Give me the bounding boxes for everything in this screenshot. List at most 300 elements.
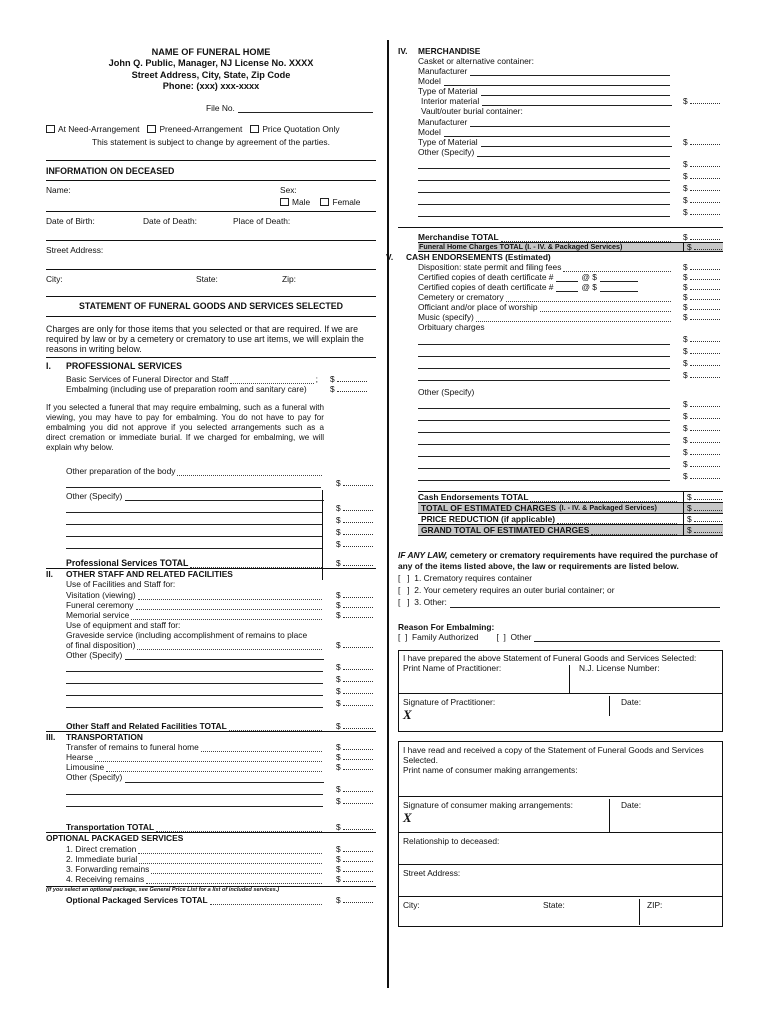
type-label: Type of Material	[418, 86, 478, 97]
obituary-blank-lines	[418, 333, 723, 381]
funeral-home-header	[46, 47, 376, 93]
blank-line-amount[interactable]	[690, 425, 720, 431]
currency-sign: $	[336, 843, 341, 854]
other-prep-input[interactable]	[66, 479, 321, 488]
other-reason-input[interactable]	[534, 633, 720, 642]
visitation-label: Visitation (viewing)	[66, 589, 136, 600]
blank-line-input[interactable]	[66, 528, 323, 537]
blank-line-input[interactable]	[418, 160, 670, 169]
reduction-row	[418, 513, 723, 524]
transportation-num: III.	[46, 732, 56, 743]
cert2-count-input[interactable]	[556, 283, 578, 292]
interior-amount[interactable]	[690, 98, 720, 104]
zip-label: Zip:	[282, 274, 296, 285]
disposition-amount[interactable]	[690, 264, 720, 270]
blank-line-input[interactable]	[418, 448, 670, 457]
other-staff-num: II.	[46, 569, 53, 580]
sex-label: Sex:	[280, 185, 297, 196]
file-no-input[interactable]	[238, 104, 373, 113]
leader-dots	[540, 304, 672, 312]
leader-dots	[230, 376, 313, 384]
blank-line-input[interactable]	[418, 184, 670, 193]
blank-line-input[interactable]	[66, 663, 323, 672]
blank-line-input[interactable]	[66, 675, 323, 684]
cert1-price-input[interactable]	[600, 273, 638, 282]
currency-sign: $	[336, 796, 341, 807]
package-item-amount[interactable]	[343, 876, 373, 882]
blank-line-input[interactable]	[66, 687, 323, 696]
leader-dots	[201, 744, 322, 752]
type-row	[418, 86, 723, 96]
box-rule	[639, 899, 640, 925]
currency-sign: $	[336, 673, 341, 684]
blank-line	[46, 696, 376, 708]
currency-sign: $	[683, 434, 688, 445]
blank-line-amount[interactable]	[690, 209, 720, 215]
blank-line	[46, 795, 376, 807]
dob-label: Date of Birth:	[46, 216, 95, 227]
reduction-amount[interactable]	[694, 516, 722, 522]
leader-dots	[95, 754, 322, 762]
cert2-amount[interactable]	[690, 284, 720, 290]
consumer-street-box[interactable]	[398, 865, 723, 897]
currency-sign: $	[683, 292, 688, 303]
merch-other-input[interactable]	[477, 148, 670, 157]
currency-sign: $	[336, 721, 341, 732]
currency-sign: $	[336, 697, 341, 708]
blank-line	[418, 205, 723, 217]
embalming-note: If you selected a funeral that may require embalming, such as a funeral with viewing, you may have to pay for embalming. You do not have to pay for embalming you did not approve if you selected arrangements such as a direct cremation or immediate burial. If we charged for embalming, we will explain why below.	[46, 402, 324, 452]
currency-sign: $	[683, 470, 688, 481]
manufacturer-input[interactable]	[470, 67, 670, 76]
music-amount[interactable]	[690, 314, 720, 320]
leader-dots	[210, 897, 322, 905]
leader-dots	[476, 314, 671, 322]
blank-line	[418, 433, 723, 445]
right-column	[386, 46, 723, 927]
currency-sign: $	[336, 526, 341, 537]
blank-line-input[interactable]	[418, 336, 670, 345]
blank-line-input[interactable]	[66, 540, 323, 549]
ceremony-label: Funeral ceremony	[66, 599, 134, 610]
blank-line-amount[interactable]	[343, 529, 373, 535]
blank-line-amount[interactable]	[343, 541, 373, 547]
professional-total-amount[interactable]	[343, 560, 373, 566]
package-item-label: 2. Immediate burial	[66, 853, 138, 864]
blank-line-input[interactable]	[418, 172, 670, 181]
law-other-input[interactable]	[450, 599, 720, 608]
currency-sign: $	[336, 661, 341, 672]
currency-sign: $	[683, 446, 688, 457]
music-label: Music (specify)	[418, 312, 474, 323]
staff-other-specify-input[interactable]	[125, 651, 324, 660]
cash-title: CASH ENDORSEMENTS (Estimated)	[406, 251, 551, 262]
cash-heading	[386, 252, 723, 262]
practitioner-signature-x: X	[403, 706, 412, 722]
currency-sign: $	[330, 373, 335, 384]
staff-other-specify-label: Other (Specify)	[66, 649, 123, 660]
trans-other-specify-input[interactable]	[125, 774, 324, 783]
currency-sign: $	[336, 894, 341, 905]
professional-title: PROFESSIONAL SERVICES	[66, 360, 183, 371]
law-items	[398, 572, 723, 608]
law-item-1[interactable]: [ ] 1. Crematory requires container	[398, 572, 533, 583]
blank-line-input[interactable]	[418, 472, 670, 481]
graveside-row	[46, 640, 376, 650]
blank-line-amount[interactable]	[690, 461, 720, 467]
model-row	[418, 76, 723, 86]
grand-total-label: GRAND TOTAL OF ESTIMATED CHARGES	[421, 524, 590, 535]
hearse-amount[interactable]	[343, 754, 373, 760]
at-need-checkbox[interactable]	[46, 125, 55, 133]
blank-line-amount[interactable]	[690, 437, 720, 443]
manufacturer2-row	[418, 117, 723, 127]
blank-line	[418, 345, 723, 357]
merchandise-total-label: Merchandise TOTAL	[418, 231, 499, 242]
currency-sign: $	[687, 513, 692, 524]
limousine-amount[interactable]	[343, 764, 373, 770]
use-of-facilities-label: Use of Facilities and Staff for:	[66, 579, 176, 590]
casket-label: Casket or alternative container:	[418, 56, 534, 67]
packages-total-row	[46, 895, 376, 905]
leader-dots	[131, 612, 322, 620]
other-prep-line	[46, 476, 376, 488]
consumer-city-box[interactable]	[398, 897, 723, 927]
divider	[46, 160, 376, 161]
leader-dots	[501, 234, 671, 242]
professional-total-label: Professional Services TOTAL	[66, 557, 189, 568]
blank-line-input[interactable]	[418, 348, 670, 357]
cash-total-amount[interactable]	[694, 494, 722, 500]
leader-dots	[229, 723, 322, 731]
blank-line-input[interactable]	[418, 208, 670, 217]
other-staff-title: OTHER STAFF AND RELATED FACILITIES	[66, 569, 233, 580]
blank-line-amount[interactable]	[690, 449, 720, 455]
leader-dots	[506, 294, 671, 302]
divider	[46, 180, 376, 181]
blank-line-input[interactable]	[418, 460, 670, 469]
prof-other-specify-input[interactable]	[125, 492, 324, 501]
practitioner-text: I have prepared the above Statement of Funeral Goods and Services Selected:	[403, 652, 697, 663]
transportation-total-amount[interactable]	[343, 824, 373, 830]
cert2-price-input[interactable]	[600, 283, 638, 292]
state-label: State:	[196, 274, 218, 285]
blank-line-input[interactable]	[418, 360, 670, 369]
blank-line-input[interactable]	[66, 504, 323, 513]
cash-blank-lines	[418, 397, 723, 481]
basic-services-label: Basic Services of Funeral Director and Staff	[66, 373, 229, 384]
currency-sign: $	[687, 524, 692, 535]
blank-line-amount[interactable]	[343, 798, 373, 804]
consumer-city-row	[403, 900, 718, 910]
preneed-checkbox[interactable]	[147, 125, 156, 133]
blank-line-amount[interactable]	[690, 161, 720, 167]
other-prep-amount[interactable]	[343, 480, 373, 486]
pod-label: Place of Death:	[233, 216, 291, 227]
funeral-home-name: NAME OF FUNERAL HOME	[151, 47, 271, 57]
currency-sign: $	[683, 262, 688, 273]
currency-sign: $	[683, 170, 688, 181]
graveside-amount[interactable]	[343, 642, 373, 648]
leader-dots	[563, 264, 671, 272]
statement-text: Charges are only for those items that you selected or that are required. If we are required by law or by a cemetery or crematory to use art items, we will explain the reasons in writing below.	[46, 323, 364, 354]
currency-sign: $	[683, 302, 688, 313]
basic-services-amount[interactable]	[337, 376, 367, 382]
blank-line-input[interactable]	[418, 372, 670, 381]
dod-label: Date of Death:	[143, 216, 198, 227]
female-checkbox[interactable]	[320, 198, 329, 206]
currency-sign: $	[336, 599, 341, 610]
grand-total-amount[interactable]	[694, 527, 722, 533]
currency-sign: $	[336, 502, 341, 513]
blank-line-amount[interactable]	[690, 197, 720, 203]
currency-sign: $	[336, 589, 341, 600]
currency-sign: $	[687, 491, 692, 502]
blank-line-input[interactable]	[418, 436, 670, 445]
currency-sign: $	[683, 206, 688, 217]
blank-line-input[interactable]	[418, 196, 670, 205]
model-input[interactable]	[444, 77, 670, 86]
blank-line-input[interactable]	[66, 699, 323, 708]
currency-sign: $	[336, 863, 341, 874]
currency-sign: $	[336, 685, 341, 696]
name-sex-row	[46, 185, 376, 211]
merch-other-label: Other (Specify)	[418, 146, 475, 157]
cash-total-label: Cash Endorsements TOTAL	[418, 491, 529, 502]
blank-line-input[interactable]	[66, 516, 323, 525]
memorial-amount[interactable]	[343, 612, 373, 618]
merch-other-row	[418, 147, 723, 157]
model2-input[interactable]	[444, 128, 670, 137]
blank-line-amount[interactable]	[690, 348, 720, 354]
consumer-signature-x: X	[403, 809, 412, 825]
practitioner-signature-box[interactable]	[398, 694, 723, 732]
cert1-count-input[interactable]	[556, 273, 578, 282]
blank-line-input[interactable]	[66, 786, 323, 795]
packages-total-amount[interactable]	[343, 897, 373, 903]
practitioner-name-label: Print Name of Practitioner:	[403, 662, 502, 673]
ceremony-amount[interactable]	[343, 602, 373, 608]
blank-line-amount[interactable]	[690, 401, 720, 407]
ceremony-row	[46, 600, 376, 610]
interior-input[interactable]	[482, 97, 672, 106]
divider	[46, 240, 376, 241]
deceased-section-title: INFORMATION ON DECEASED	[46, 165, 175, 176]
practitioner-signature-row	[403, 697, 718, 707]
staff-other-specify-row	[46, 650, 376, 660]
package-item-label: 1. Direct cremation	[66, 843, 137, 854]
blank-line-amount[interactable]	[690, 473, 720, 479]
law-item-2-label: 2. Your cemetery requires an outer burial container; or	[414, 584, 615, 595]
consumer-city-label: City:	[403, 899, 420, 910]
currency-sign: $	[683, 358, 688, 369]
phone-line: Phone: (xxx) xxx-xxxx	[162, 81, 260, 92]
blank-line	[418, 457, 723, 469]
currency-sign: $	[683, 158, 688, 169]
fh-total-amount[interactable]	[694, 244, 722, 250]
prof-other-specify-label: Other (Specify)	[66, 490, 123, 501]
column-divider	[387, 40, 389, 988]
leader-dots	[138, 846, 322, 854]
amount-column-rule	[322, 490, 323, 580]
currency-sign: $	[336, 609, 341, 620]
blank-line	[418, 333, 723, 345]
transportation-heading	[46, 732, 376, 742]
package-item-amount[interactable]	[343, 856, 373, 862]
currency-sign: $	[683, 334, 688, 345]
trans-other-specify-row	[46, 772, 376, 782]
model2-row	[418, 127, 723, 137]
quotation-label: Price Quotation Only	[262, 123, 340, 134]
blank-line	[46, 513, 376, 525]
law-item-2[interactable]: [ ] 2. Your cemetery requires an outer burial container; or	[398, 584, 615, 595]
consumer-signature-label: Signature of consumer making arrangements:	[403, 799, 573, 810]
currency-sign: $	[683, 136, 688, 147]
cert1-amount[interactable]	[690, 274, 720, 280]
embalming-amount[interactable]	[337, 386, 367, 392]
blank-line-input[interactable]	[66, 798, 323, 807]
package-item-amount[interactable]	[343, 846, 373, 852]
blank-line-input[interactable]	[418, 412, 670, 421]
blank-line-amount[interactable]	[343, 517, 373, 523]
est-total-amount[interactable]	[694, 505, 722, 511]
blank-line	[418, 397, 723, 409]
file-no-label: File No.	[206, 102, 235, 113]
currency-sign: $	[683, 182, 688, 193]
other-staff-total-amount[interactable]	[343, 723, 373, 729]
currency-sign: $	[683, 96, 688, 107]
at-need-option[interactable]	[46, 124, 139, 134]
quotation-checkbox[interactable]	[250, 125, 259, 133]
blank-line-amount[interactable]	[690, 360, 720, 366]
other-staff-heading	[46, 569, 376, 579]
transfer-amount[interactable]	[343, 744, 373, 750]
reduction-label: PRICE REDUCTION (if applicable)	[421, 513, 556, 524]
type-input[interactable]	[481, 87, 670, 96]
consumer-name-label: Print name of consumer making arrangements:	[403, 764, 578, 775]
blank-line-amount[interactable]	[343, 676, 373, 682]
professional-heading	[46, 361, 376, 372]
currency-sign: $	[683, 370, 688, 381]
law-item-3[interactable]: [ ] 3. Other:	[398, 596, 723, 608]
currency-sign: $	[336, 873, 341, 884]
consumer-signature-box[interactable]	[398, 797, 723, 833]
preneed-option[interactable]	[147, 124, 242, 134]
currency-sign: $	[330, 383, 335, 394]
blank-line	[418, 369, 723, 381]
currency-sign: $	[683, 398, 688, 409]
type2-row	[418, 137, 723, 147]
other-prep-label: Other preparation of the body	[66, 465, 176, 476]
fh-total-label: Funeral Home Charges TOTAL (I. - IV. & Packaged Services)	[419, 241, 623, 251]
package-item-amount[interactable]	[343, 866, 373, 872]
embalming-row	[46, 384, 376, 394]
equipment-label: Use of equipment and staff for:	[66, 619, 181, 630]
cert2-label: Certified copies of death certificate #	[418, 282, 554, 293]
blank-line-amount[interactable]	[343, 505, 373, 511]
blank-line-amount[interactable]	[690, 413, 720, 419]
divider	[46, 296, 376, 297]
leader-dots	[106, 764, 322, 772]
blank-line-amount[interactable]	[690, 372, 720, 378]
preneed-label: Preneed-Arrangement	[159, 123, 243, 134]
file-number-row	[46, 103, 376, 113]
blank-line-input[interactable]	[418, 400, 670, 409]
blank-line	[46, 684, 376, 696]
male-checkbox[interactable]	[280, 198, 289, 206]
city-state-zip-row	[46, 274, 376, 296]
blank-line	[46, 660, 376, 672]
cert1-row	[418, 272, 723, 282]
currency-sign: $	[683, 282, 688, 293]
merchandise-total-amount[interactable]	[690, 234, 720, 240]
blank-line-amount[interactable]	[690, 336, 720, 342]
blank-line	[46, 501, 376, 513]
packages-title: OPTIONAL PACKAGED SERVICES	[46, 832, 184, 843]
blank-line-amount[interactable]	[343, 786, 373, 792]
law-item-1-label: 1. Crematory requires container	[414, 572, 533, 583]
trans-blank-lines	[46, 783, 376, 807]
type2-input[interactable]	[481, 138, 672, 147]
blank-line-amount[interactable]	[343, 700, 373, 706]
relationship-box[interactable]	[398, 833, 723, 865]
blank-line	[418, 445, 723, 457]
visitation-amount[interactable]	[343, 592, 373, 598]
law-statement	[398, 550, 723, 572]
currency-sign: $	[683, 458, 688, 469]
blank-line-amount[interactable]	[343, 688, 373, 694]
cert1-at: @ $	[581, 272, 597, 283]
blank-line-amount[interactable]	[690, 173, 720, 179]
blank-line-amount[interactable]	[343, 664, 373, 670]
leader-dots	[137, 642, 322, 650]
blank-line	[418, 193, 723, 205]
divider	[46, 211, 376, 212]
quotation-option[interactable]	[250, 124, 339, 134]
type2-amount[interactable]	[690, 139, 720, 145]
box-rule	[569, 665, 570, 694]
currency-sign: $	[336, 853, 341, 864]
leader-dots	[177, 468, 322, 476]
currency-sign: $	[683, 422, 688, 433]
leader-dots	[151, 866, 322, 874]
leader-dots	[190, 560, 322, 568]
other-reason-option[interactable]: [ ] Other	[496, 631, 532, 642]
blank-line-amount[interactable]	[690, 185, 720, 191]
currency-sign: $	[683, 312, 688, 323]
practitioner-box	[398, 650, 723, 694]
blank-line	[46, 672, 376, 684]
dates-row	[46, 216, 376, 240]
divider	[46, 269, 376, 270]
consumer-date-label: Date:	[621, 799, 642, 810]
manufacturer2-input[interactable]	[470, 118, 670, 127]
disposition-label: Disposition: state permit and filing fees	[418, 262, 562, 273]
blank-line-input[interactable]	[418, 424, 670, 433]
law-bold: IF ANY LAW,	[398, 549, 448, 560]
cemetery-row	[418, 292, 723, 302]
blank-line	[46, 537, 376, 549]
cemetery-amount[interactable]	[690, 294, 720, 300]
professional-num: I.	[46, 360, 51, 371]
blank-line	[418, 409, 723, 421]
merchandise-title: MERCHANDISE	[418, 46, 481, 56]
family-authorized-option[interactable]: [ ] Family Authorized	[398, 631, 479, 642]
prof-other-specify-row	[46, 491, 376, 501]
officiant-amount[interactable]	[690, 304, 720, 310]
leader-dots	[557, 516, 677, 524]
currency-sign: $	[336, 742, 341, 753]
